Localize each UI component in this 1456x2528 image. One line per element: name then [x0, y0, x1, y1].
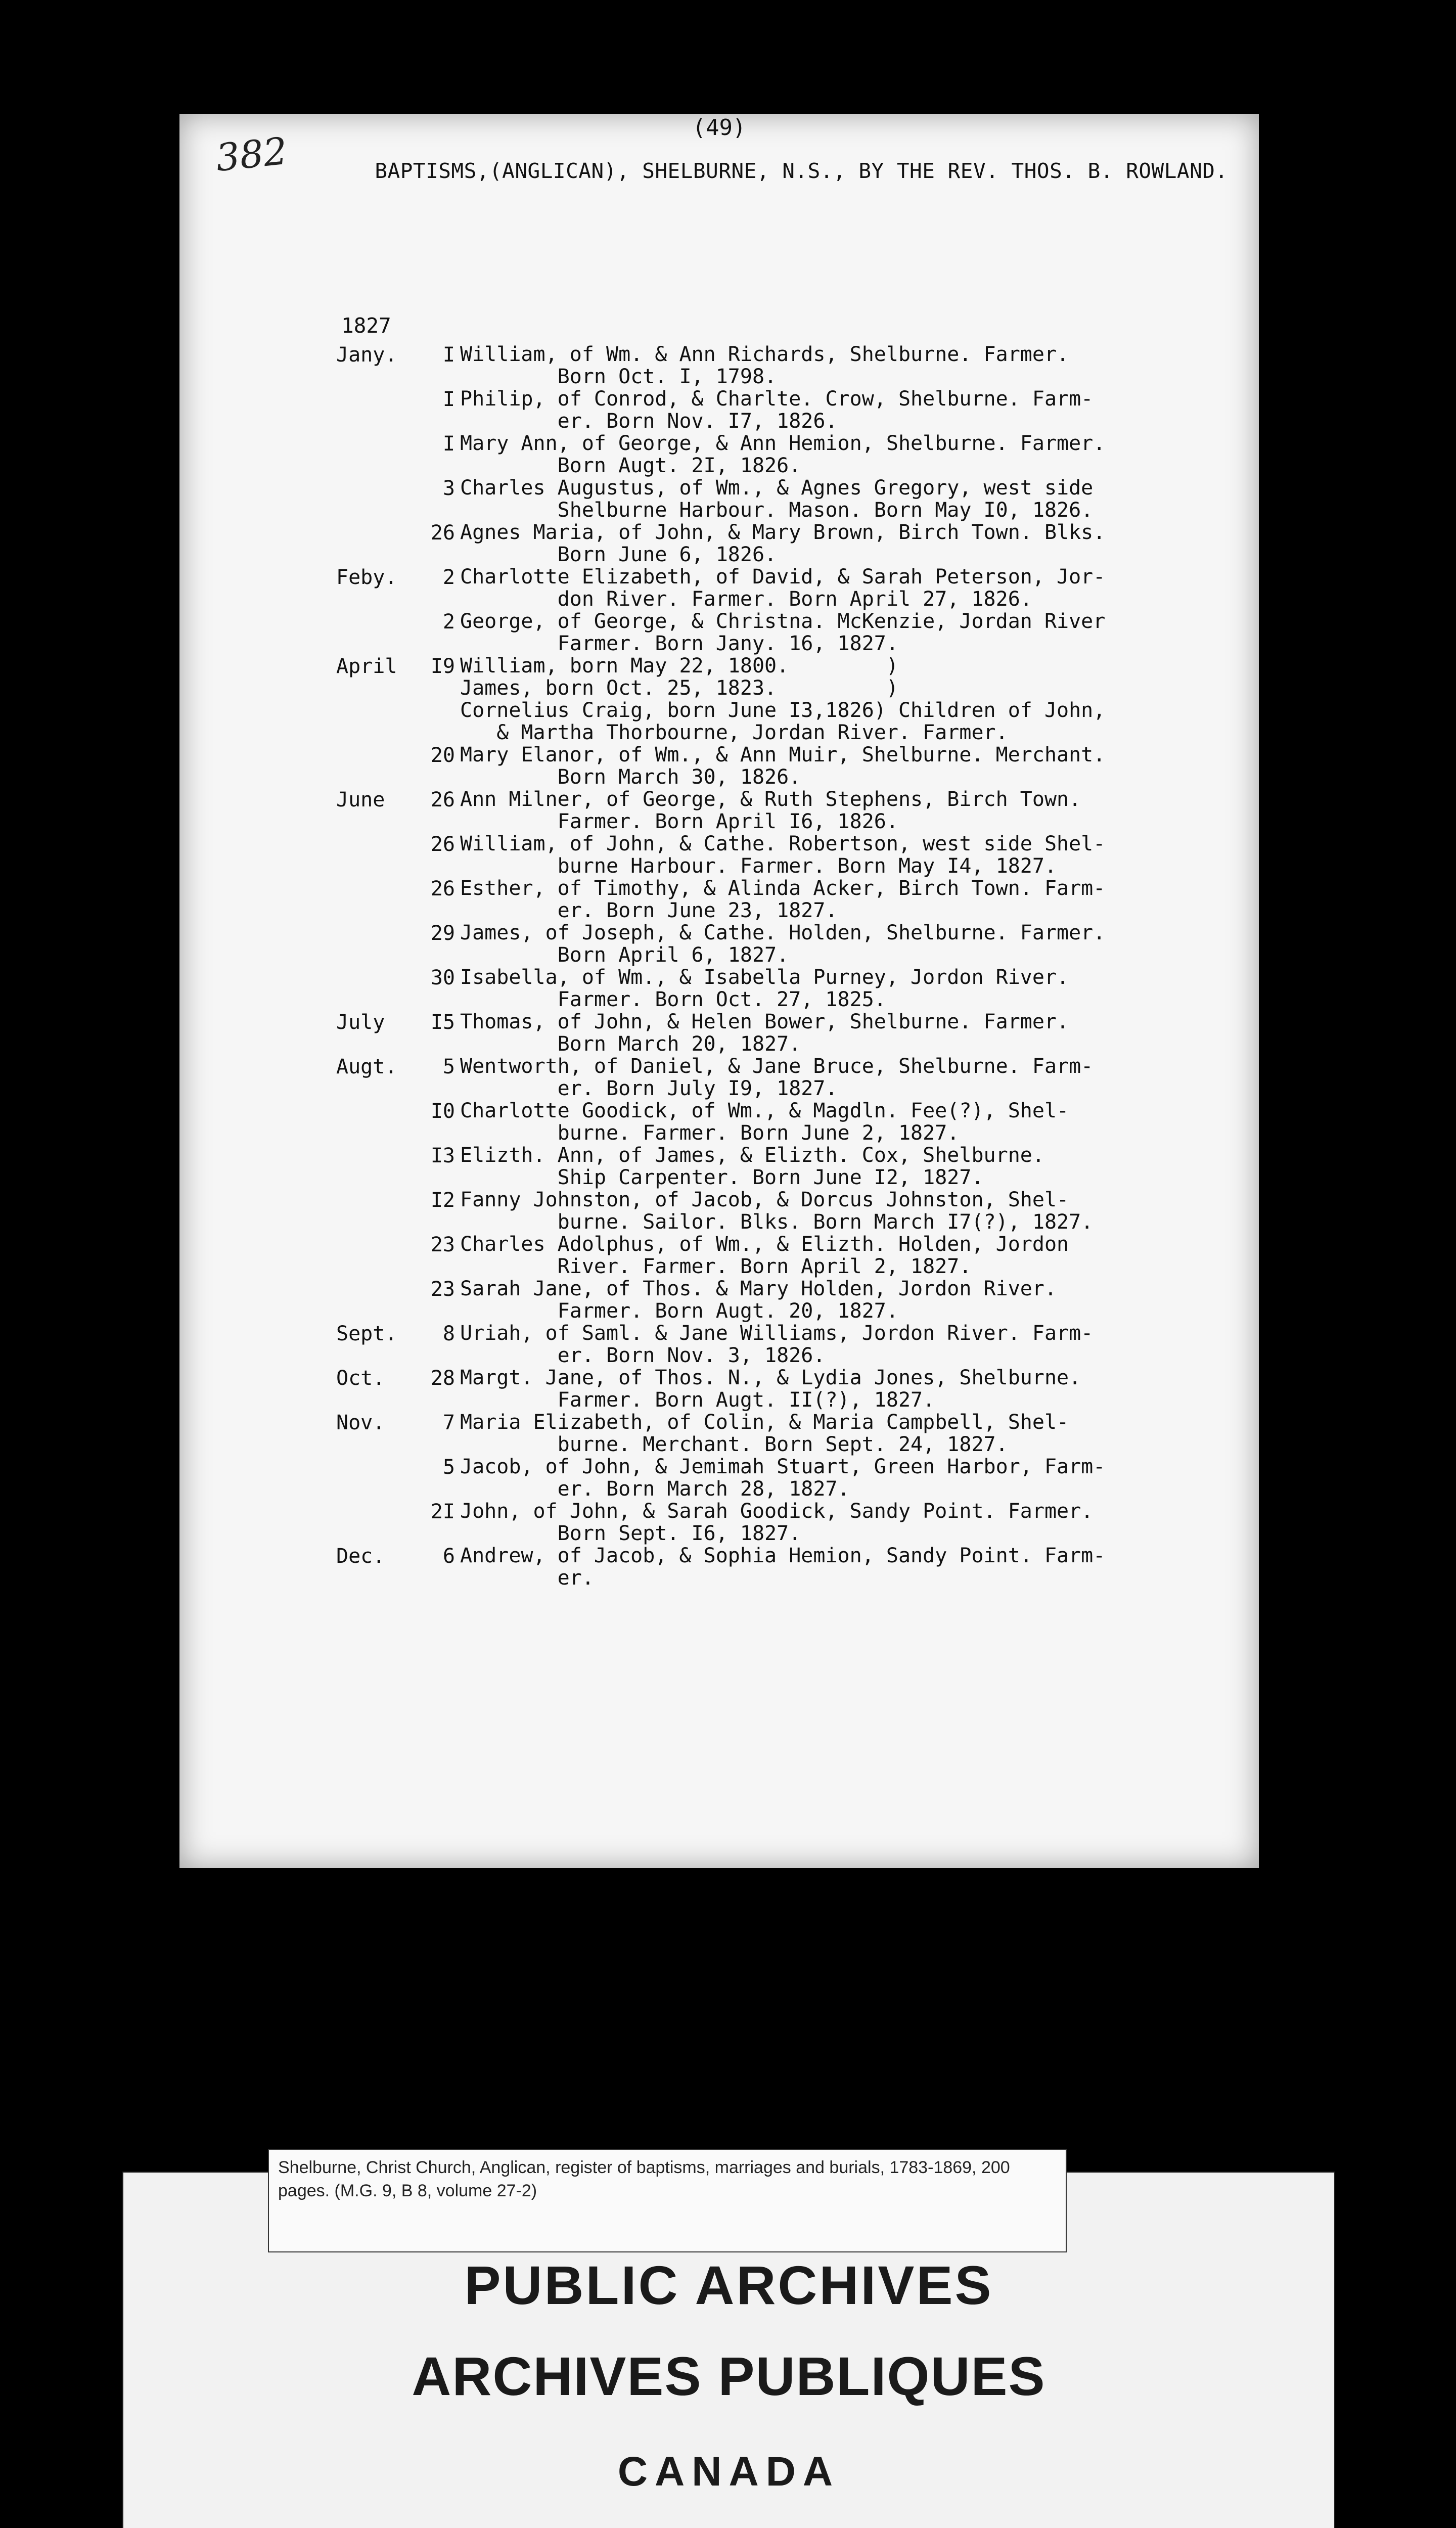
record-entry	[460, 1411, 1218, 1456]
record-month: Nov.	[336, 1411, 385, 1434]
record-entry	[460, 655, 1218, 699]
record-row	[179, 966, 1259, 1011]
record-day: 5	[442, 1055, 455, 1078]
record-entry-line: William, of John, & Cathe. Robertson, west side Shel-	[460, 832, 1106, 855]
record-row	[179, 566, 1259, 610]
record-entry-line: er. Born March 28, 1827.	[460, 1477, 850, 1501]
record-entry-line: John, of John, & Sarah Goodick, Sandy Point. Farmer.	[460, 1500, 1094, 1523]
record-day: 2	[442, 566, 455, 589]
record-entry	[460, 966, 1218, 1011]
record-entry-line: Charlotte Elizabeth, of David, & Sarah Peterson, Jor-	[460, 565, 1106, 589]
record-row	[179, 1411, 1259, 1456]
record-row	[179, 922, 1259, 966]
baptism-records	[179, 343, 1259, 1589]
record-entry-line: burne. Farmer. Born June 2, 1827.	[460, 1121, 960, 1145]
record-entry-line: Wentworth, of Daniel, & Jane Bruce, Shelburne. Farm-	[460, 1055, 1094, 1078]
record-row	[179, 1278, 1259, 1322]
record-row	[179, 655, 1259, 699]
record-row	[179, 1233, 1259, 1278]
handwritten-page-number: 382	[213, 129, 290, 180]
record-entry-line: Jacob, of John, & Jemimah Stuart, Green Harbor, Farm-	[460, 1455, 1106, 1478]
record-entry-line: Agnes Maria, of John, & Mary Brown, Birch Town. Blks.	[460, 521, 1106, 544]
record-entry-line: Andrew, of Jacob, & Sophia Hemion, Sandy Point. Farm-	[460, 1544, 1106, 1567]
record-day: 7	[442, 1411, 455, 1434]
record-entry-line: Farmer. Born Augt. II(?), 1827.	[460, 1388, 935, 1412]
record-entry-line: Fanny Johnston, of Jacob, & Dorcus Johnston, Shel-	[460, 1188, 1069, 1211]
record-day: 26	[430, 521, 455, 545]
record-month: Dec.	[336, 1545, 385, 1568]
record-entry-line: Shelburne Harbour. Mason. Born May I0, 1826.	[460, 499, 1094, 522]
record-day: 23	[430, 1278, 455, 1301]
record-entry-line: Born Augt. 2I, 1826.	[460, 454, 801, 477]
record-entry	[460, 877, 1218, 922]
record-entry	[460, 566, 1218, 610]
record-day: 20	[430, 744, 455, 767]
record-entry-line: er. Born July I9, 1827.	[460, 1077, 838, 1100]
record-entry-line: Ann Milner, of George, & Ruth Stephens, Birch Town.	[460, 788, 1081, 811]
record-row	[179, 1100, 1259, 1144]
record-row	[179, 477, 1259, 521]
record-entry-line: Thomas, of John, & Helen Bower, Shelburne. Farmer.	[460, 1010, 1069, 1033]
record-row	[179, 1500, 1259, 1545]
page-title: BAPTISMS,(ANGLICAN), SHELBURNE, N.S., BY THE REV. THOS. B. ROWLAND.	[375, 159, 1228, 183]
record-day: 6	[442, 1545, 455, 1568]
record-day: I9	[430, 655, 455, 678]
record-row	[179, 388, 1259, 432]
record-row	[179, 432, 1259, 477]
record-entry-line: Elizth. Ann, of James, & Elizth. Cox, Shelburne.	[460, 1144, 1044, 1167]
record-entry-line: Sarah Jane, of Thos. & Mary Holden, Jordon River.	[460, 1277, 1057, 1300]
record-row	[179, 877, 1259, 922]
archive-caption: Shelburne, Christ Church, Anglican, register of baptisms, marriages and burials, 1783-1869, 200 pages. (M.G. 9, B 8, volume 27-2)	[268, 2149, 1067, 2252]
record-entry	[460, 1456, 1218, 1500]
page-number: (49)	[692, 115, 746, 141]
record-entry-line: don River. Farmer. Born April 27, 1826.	[460, 588, 1032, 611]
record-day: 26	[430, 788, 455, 811]
record-entry	[460, 432, 1218, 477]
record-entry-line: Farmer. Born Oct. 27, 1825.	[460, 988, 886, 1011]
record-month: July	[336, 1011, 385, 1034]
record-entry-line: Mary Elanor, of Wm., & Ann Muir, Shelburne. Merchant.	[460, 743, 1106, 766]
record-row	[179, 1055, 1259, 1100]
record-entry-line: er.	[460, 1566, 594, 1590]
record-entry-line: Charles Augustus, of Wm., & Agnes Gregory, west side	[460, 476, 1094, 500]
record-entry-line: burne. Merchant. Born Sept. 24, 1827.	[460, 1433, 1008, 1456]
archives-line-english: PUBLIC ARCHIVES	[464, 2254, 993, 2316]
record-row	[179, 610, 1259, 655]
record-entry-line: Esther, of Timothy, & Alinda Acker, Birch Town. Farm-	[460, 877, 1106, 900]
record-entry	[460, 477, 1218, 521]
record-row	[179, 833, 1259, 877]
record-entry-line: Born April 6, 1827.	[460, 943, 789, 967]
record-entry	[460, 1367, 1218, 1411]
archives-line-french: ARCHIVES PUBLIQUES	[412, 2345, 1046, 2407]
record-entry	[460, 1055, 1218, 1100]
record-day: 3	[442, 477, 455, 500]
record-day: 23	[430, 1233, 455, 1256]
record-entry	[460, 1500, 1218, 1545]
record-entry	[460, 833, 1218, 877]
record-entry-line: burne Harbour. Farmer. Born May I4, 1827.	[460, 854, 1057, 878]
record-row	[179, 1189, 1259, 1233]
record-entry	[460, 699, 1218, 744]
record-day: 5	[442, 1456, 455, 1479]
record-day: 26	[430, 877, 455, 900]
record-day: I5	[430, 1011, 455, 1034]
record-row	[179, 343, 1259, 388]
record-entry	[460, 1144, 1218, 1189]
record-month: Feby.	[336, 566, 397, 589]
record-entry	[460, 610, 1218, 655]
record-month: Sept.	[336, 1322, 397, 1345]
record-entry	[460, 343, 1218, 388]
record-day: I2	[430, 1189, 455, 1212]
record-entry-line: Cornelius Craig, born June I3,1826) Children of John,	[460, 699, 1106, 722]
record-row	[179, 1144, 1259, 1189]
record-entry	[460, 922, 1218, 966]
record-entry	[460, 1011, 1218, 1055]
record-day: I	[442, 343, 455, 367]
record-entry-line: Farmer. Born Jany. 16, 1827.	[460, 632, 898, 655]
record-month: June	[336, 788, 385, 811]
record-entry	[460, 1545, 1218, 1589]
record-entry-line: Charles Adolphus, of Wm., & Elizth. Holden, Jordon	[460, 1233, 1069, 1256]
record-entry	[460, 1189, 1218, 1233]
record-entry	[460, 521, 1218, 566]
record-entry-line: Philip, of Conrod, & Charlte. Crow, Shelburne. Farm-	[460, 387, 1094, 411]
year-heading: 1827	[341, 313, 391, 338]
record-entry-line: Farmer. Born Augt. 20, 1827.	[460, 1299, 898, 1323]
record-day: I	[442, 432, 455, 456]
record-entry-line: River. Farmer. Born April 2, 1827.	[460, 1255, 972, 1278]
archives-line-country: CANADA	[617, 2449, 840, 2495]
record-entry	[460, 1278, 1218, 1322]
record-entry	[460, 744, 1218, 788]
record-entry	[460, 788, 1218, 833]
record-row	[179, 744, 1259, 788]
record-entry-line: Born March 20, 1827.	[460, 1032, 801, 1056]
record-entry-line: Margt. Jane, of Thos. N., & Lydia Jones, Shelburne.	[460, 1366, 1081, 1389]
record-day: 2	[442, 610, 455, 634]
record-row	[179, 1322, 1259, 1367]
record-entry	[460, 1322, 1218, 1367]
record-row	[179, 1367, 1259, 1411]
register-page	[179, 114, 1259, 1868]
record-row	[179, 788, 1259, 833]
record-entry-line: James, of Joseph, & Cathe. Holden, Shelburne. Farmer.	[460, 921, 1106, 944]
record-entry-line: Farmer. Born April I6, 1826.	[460, 810, 898, 833]
record-day: I0	[430, 1100, 455, 1123]
record-entry-line: Born Oct. I, 1798.	[460, 365, 777, 388]
record-entry	[460, 388, 1218, 432]
record-day: 2I	[430, 1500, 455, 1523]
record-entry-line: William, of Wm. & Ann Richards, Shelburne. Farmer.	[460, 343, 1069, 366]
record-entry-line: er. Born June 23, 1827.	[460, 899, 838, 922]
record-entry-line: Born June 6, 1826.	[460, 543, 777, 566]
record-entry-line: Ship Carpenter. Born June I2, 1827.	[460, 1166, 984, 1189]
record-entry-line: George, of George, & Christna. McKenzie, Jordan River	[460, 610, 1106, 633]
record-entry-line: burne. Sailor. Blks. Born March I7(?), 1827.	[460, 1210, 1094, 1234]
record-entry-line: Uriah, of Saml. & Jane Williams, Jordon River. Farm-	[460, 1322, 1094, 1345]
record-month: Jany.	[336, 343, 397, 367]
record-entry-line: er. Born Nov. I7, 1826.	[460, 410, 838, 433]
record-row	[179, 1456, 1259, 1500]
record-day: I	[442, 388, 455, 411]
record-entry-line: Born March 30, 1826.	[460, 765, 801, 789]
record-month: April	[336, 655, 397, 678]
record-row	[179, 699, 1259, 744]
record-day: 29	[430, 922, 455, 945]
record-entry	[460, 1100, 1218, 1144]
record-entry-line: & Martha Thorbourne, Jordan River. Farmer.	[460, 721, 1008, 744]
record-entry-line: er. Born Nov. 3, 1826.	[460, 1344, 826, 1367]
record-month: Oct.	[336, 1367, 385, 1390]
record-entry	[460, 1233, 1218, 1278]
record-entry-line: Isabella, of Wm., & Isabella Purney, Jordon River.	[460, 966, 1069, 989]
record-row	[179, 521, 1259, 566]
record-month: Augt.	[336, 1055, 397, 1078]
record-day: 26	[430, 833, 455, 856]
record-day: I3	[430, 1144, 455, 1167]
record-entry-line: James, born Oct. 25, 1823. )	[460, 676, 898, 700]
record-entry-line: William, born May 22, 1800. )	[460, 654, 898, 678]
record-row	[179, 1011, 1259, 1055]
record-day: 30	[430, 966, 455, 989]
record-entry-line: Born Sept. I6, 1827.	[460, 1522, 801, 1545]
record-day: 8	[442, 1322, 455, 1345]
record-day: 28	[430, 1367, 455, 1390]
record-entry-line: Maria Elizabeth, of Colin, & Maria Campbell, Shel-	[460, 1411, 1069, 1434]
record-entry-line: Charlotte Goodick, of Wm., & Magdln. Fee(?), Shel-	[460, 1099, 1069, 1122]
record-entry-line: Mary Ann, of George, & Ann Hemion, Shelburne. Farmer.	[460, 432, 1106, 455]
record-row	[179, 1545, 1259, 1589]
